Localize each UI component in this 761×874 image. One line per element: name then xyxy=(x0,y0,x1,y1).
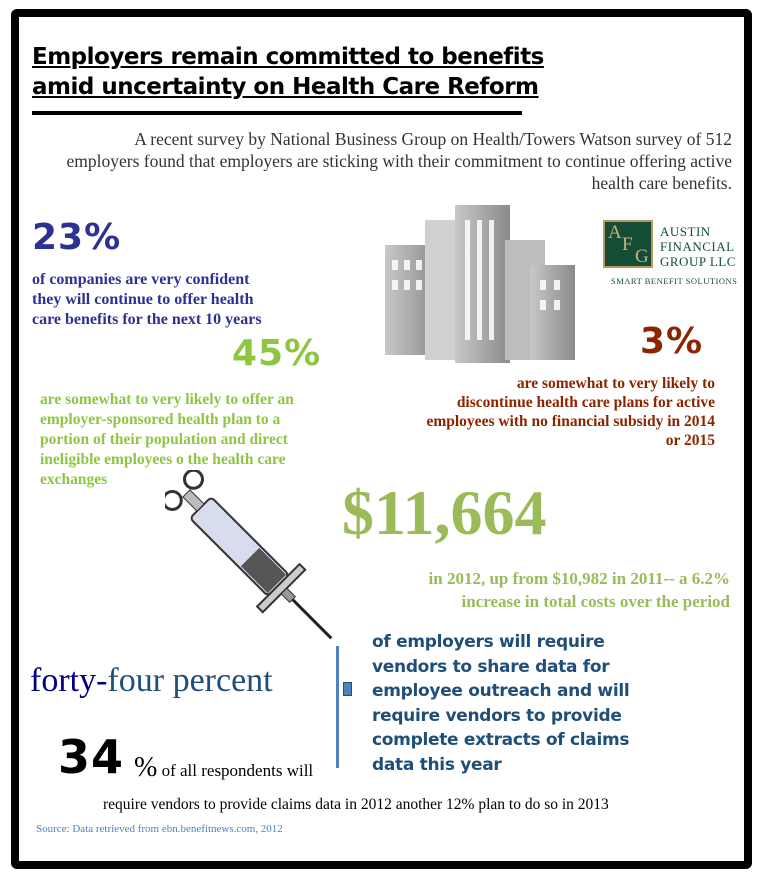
line: GROUP LLC xyxy=(660,254,736,269)
stat-34-continuation: require vendors to provide claims data in 2012 another 12% plan to do so in 2013 xyxy=(103,796,609,813)
percent-sign: % xyxy=(134,752,158,783)
stat-45-value: 45% xyxy=(232,333,322,374)
divider-marker xyxy=(343,682,352,696)
line: they will continue to offer health xyxy=(32,291,254,308)
line: data this year xyxy=(372,754,502,775)
stat-3-text xyxy=(426,374,715,450)
line: care benefits for the next 10 years xyxy=(32,311,262,328)
syringe-icon xyxy=(165,470,345,655)
line: increase in total costs over the period xyxy=(461,592,730,611)
line: employees with no financial subsidy in 2014 xyxy=(426,413,715,430)
logo-letter: F xyxy=(622,234,633,255)
logo-tagline: SMART BENEFIT SOLUTIONS xyxy=(611,276,738,286)
line: discontinue health care plans for active xyxy=(456,394,715,411)
stat-3-value: 3% xyxy=(640,321,704,362)
line: of all respondents will xyxy=(157,761,314,780)
logo-name xyxy=(660,224,736,269)
cost-text xyxy=(429,567,730,613)
line: require vendors to provide xyxy=(372,705,622,726)
title-line: Employers remain committed to benefits xyxy=(32,44,544,70)
cost-value: $11,664 xyxy=(342,477,547,548)
line: exchanges xyxy=(40,471,108,488)
stat-34-text xyxy=(134,752,313,787)
source-note: Source: Data retrieved from ebn.benefitnews.com, 2012 xyxy=(36,823,283,835)
four-percent-label: four percent xyxy=(107,662,273,699)
line: are somewhat to very likely to offer an xyxy=(40,391,294,408)
line: of companies are very confident xyxy=(32,271,250,288)
line: employer-sponsored health plan to a xyxy=(40,411,281,428)
afg-logo xyxy=(603,220,738,286)
logo-letter: A xyxy=(608,222,622,243)
divider-line xyxy=(336,646,339,768)
line: FINANCIAL xyxy=(660,239,735,254)
line: employee outreach and will xyxy=(372,681,630,701)
stat-23-text xyxy=(32,270,262,330)
line: portion of their population and direct xyxy=(40,431,288,448)
stat-23-value: 23% xyxy=(32,217,122,258)
line: in 2012, up from $10,982 in 2011-- a 6.2% xyxy=(428,569,730,588)
page-title xyxy=(32,42,544,102)
employers-text xyxy=(372,630,629,777)
line: AUSTIN xyxy=(660,224,711,239)
title-rule xyxy=(32,111,522,115)
logo-mark xyxy=(603,220,653,268)
forty-label: forty- xyxy=(30,662,108,699)
line: or 2015 xyxy=(665,432,715,449)
forty-four-percent xyxy=(30,662,273,699)
line: are somewhat to very likely to xyxy=(516,375,715,392)
line: ineligible employees o the health care xyxy=(40,451,286,468)
intro-text: A recent survey by National Business Group on Health/Towers Watson survey of 512 employers found that employers are sticking with their commitment to continue offering active health care benefits. xyxy=(66,129,732,193)
buildings-icon xyxy=(380,205,580,363)
line: complete extracts of claims xyxy=(372,730,630,750)
stat-34-value: 34 xyxy=(58,730,125,784)
logo-letter: G xyxy=(635,246,649,267)
line: vendors to share data for xyxy=(372,656,610,677)
title-line: amid uncertainty on Health Care Reform xyxy=(32,74,539,100)
line: of employers will require xyxy=(372,632,605,652)
